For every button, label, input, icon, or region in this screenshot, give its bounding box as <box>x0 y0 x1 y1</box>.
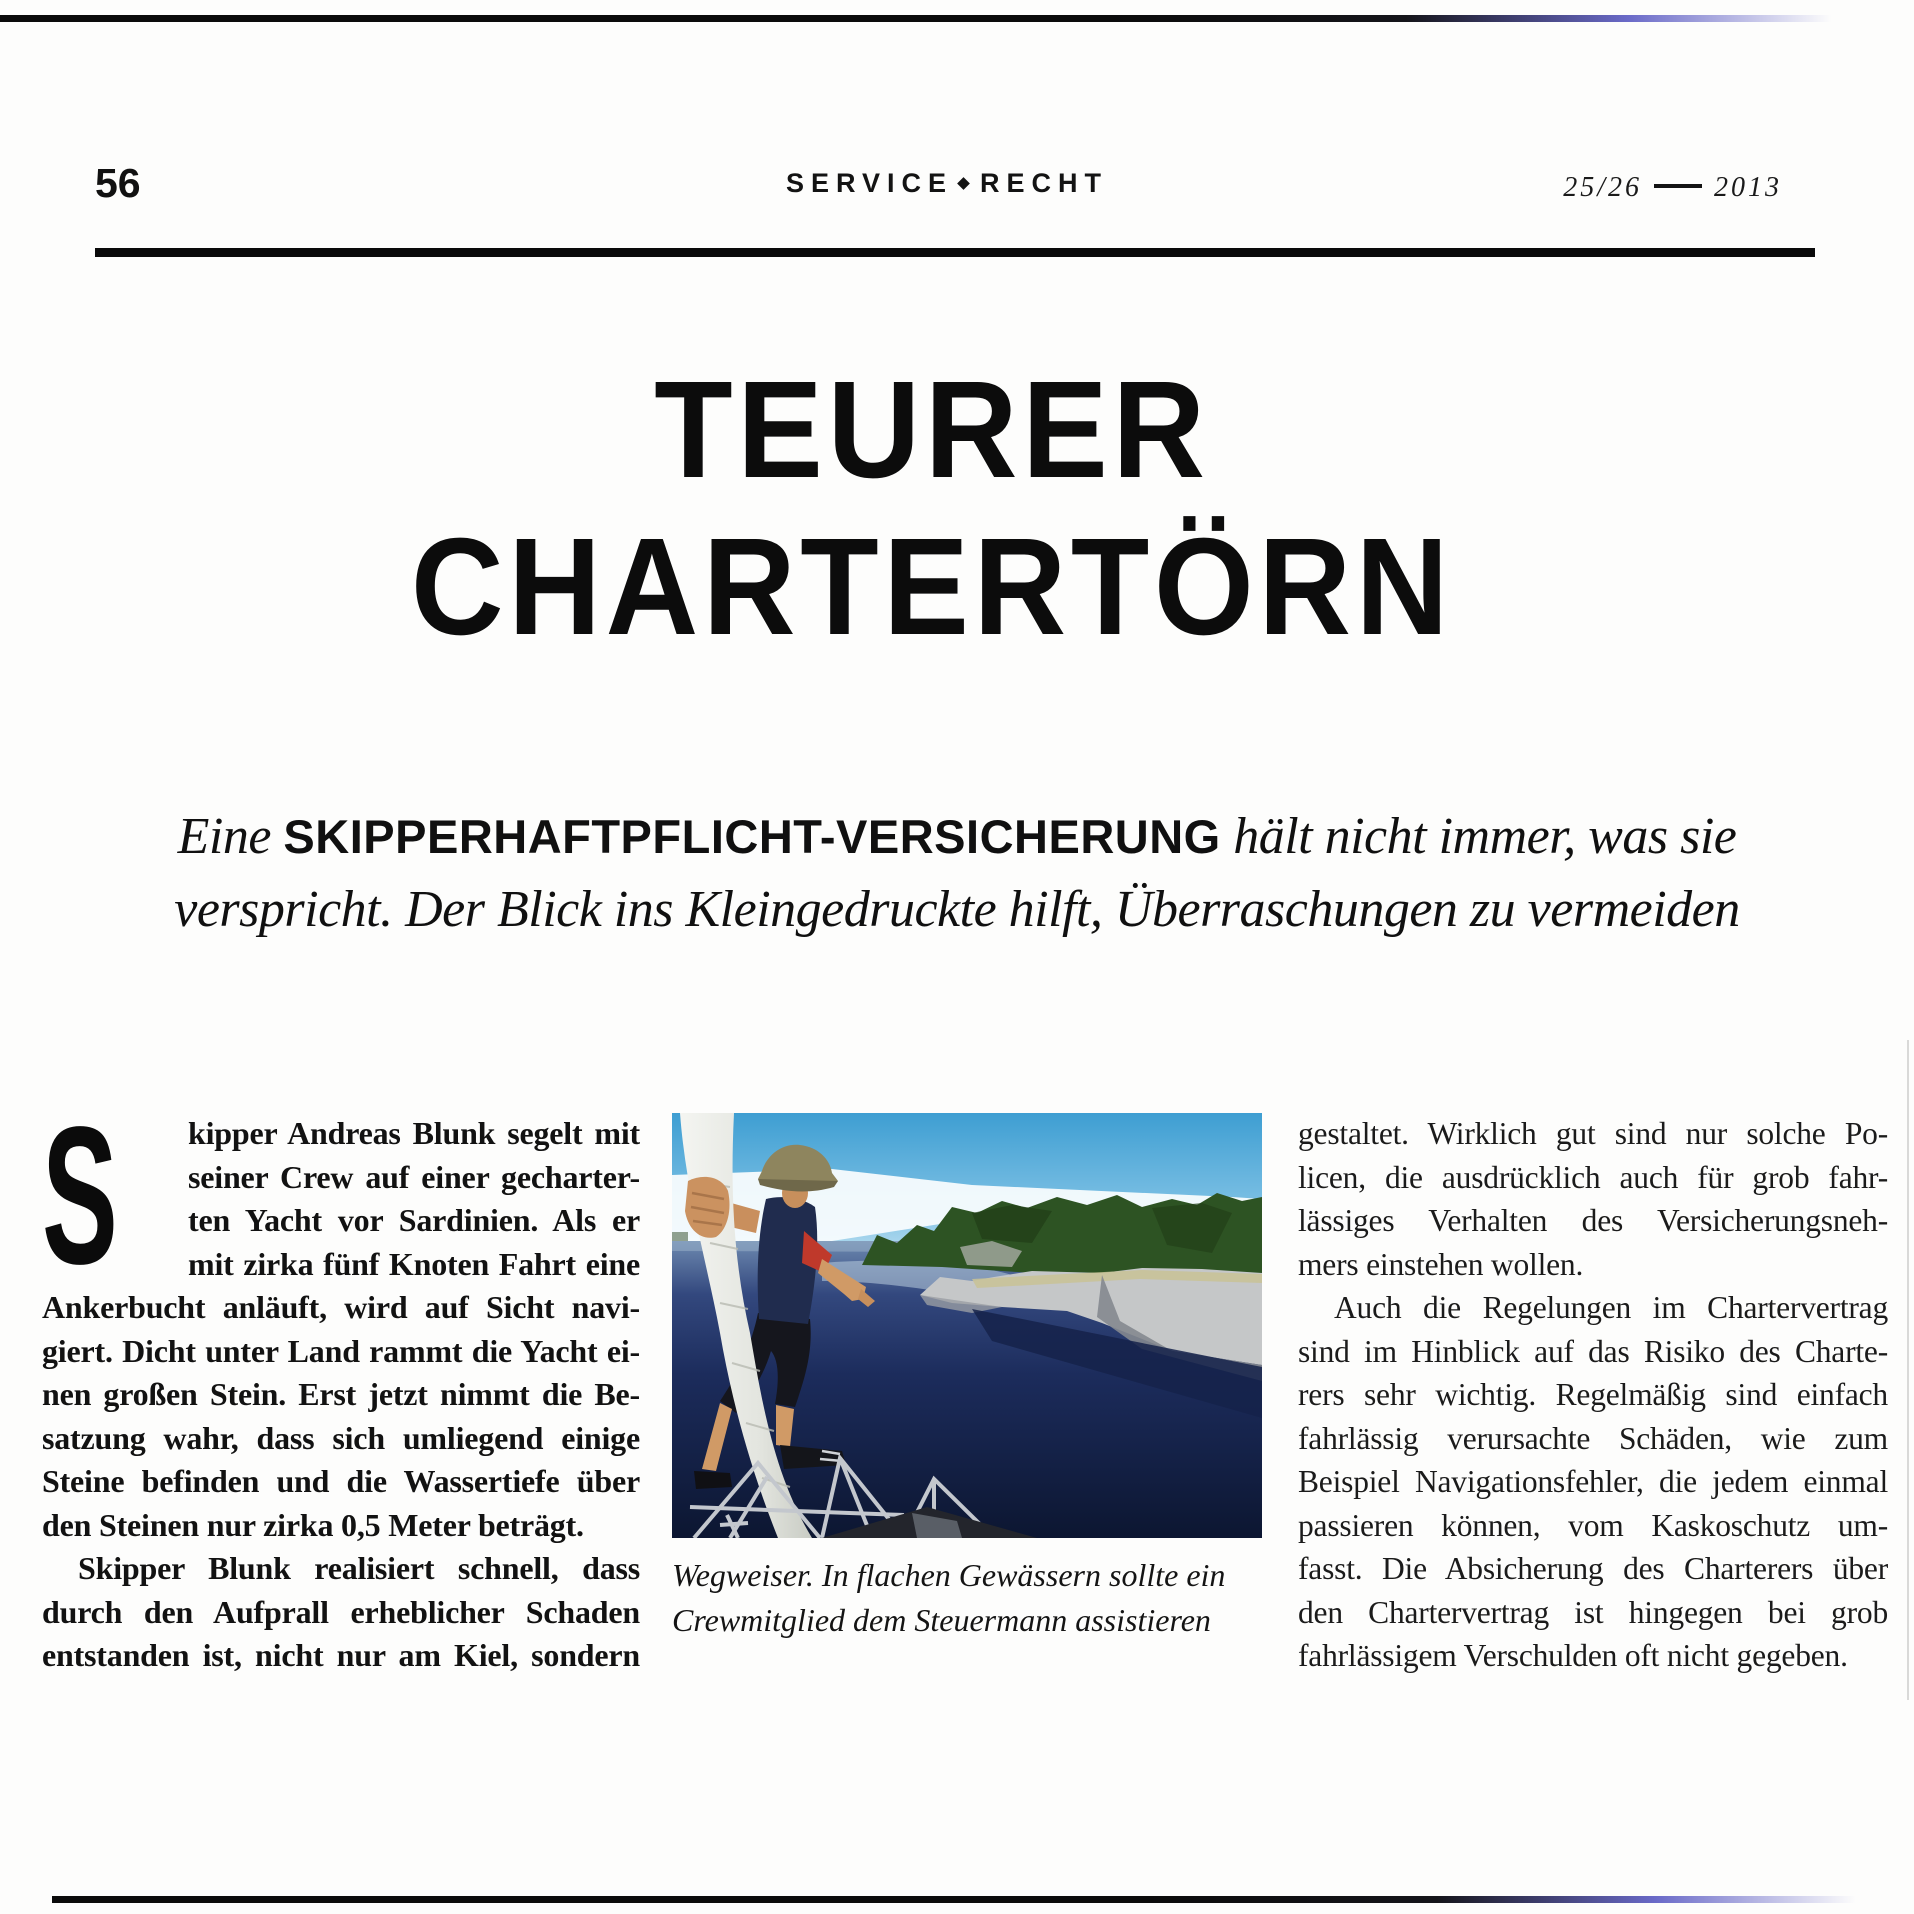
right-column <box>1298 1112 1888 1678</box>
body-text-line: nen großen Stein. Erst jetzt nimmt die Be- <box>42 1376 640 1412</box>
issue-folio <box>1563 172 1782 204</box>
body-text-line: satzung wahr, dass sich umliegend einige <box>42 1419 640 1456</box>
header-rule <box>95 248 1815 257</box>
photo-caption <box>672 1553 1282 1643</box>
body-text-line: ten Yacht vor Sardinien. Als er <box>188 1202 640 1238</box>
left-column <box>42 1086 640 1678</box>
kicker-recht: RECHT <box>980 168 1109 198</box>
body-text-line: lässiges Verhalten des Versicherungsneh- <box>1298 1203 1888 1238</box>
title-line-1: TEURER <box>654 353 1210 507</box>
right-column-text <box>1298 1112 1888 1678</box>
body-text-line: passieren können, vom Kaskoschutz um- <box>1298 1507 1888 1543</box>
body-text-line: Auch die Regelungen im Chartervertrag <box>1334 1290 1888 1325</box>
title-line-2: CHARTERTÖRN <box>410 510 1454 664</box>
standfirst-lead: Eine <box>177 808 284 865</box>
scan-edge-bottom <box>52 1896 1874 1903</box>
body-text-line: licen, die ausdrücklich auch für grob fahr- <box>1298 1159 1888 1195</box>
body-text-line: mit zirka fünf Knoten Fahrt eine <box>188 1245 640 1282</box>
body-text-line: sind im Hinblick auf das Risiko des Charte- <box>1298 1333 1888 1369</box>
body-text-line: Steine befinden und die Wassertiefe über <box>42 1463 640 1499</box>
standfirst-line-2: verspricht. Der Blick ins Kleingedruckte hilft, Überraschungen zu vermeiden <box>174 881 1740 938</box>
scan-edge-right <box>1907 1040 1909 1700</box>
drop-cap: S <box>42 1086 118 1305</box>
standfirst-rest: hält nicht immer, was sie <box>1220 808 1737 865</box>
caption-line: Crewmitglied dem Steuermann assistieren <box>672 1602 1211 1638</box>
body-text-line: den Chartervertrag ist hingegen bei grob <box>1298 1594 1888 1630</box>
body-text-line: Ankerbucht anläuft, wird auf Sicht navi- <box>42 1289 640 1325</box>
diamond-separator-icon <box>957 177 970 190</box>
kicker-service: SERVICE <box>785 168 954 198</box>
caption-line: Wegweiser. In flachen Gewässern sollte ein <box>672 1557 1226 1593</box>
body-text-line: Skipper Blunk realisiert schnell, dass <box>78 1550 640 1586</box>
issue-number: 25/26 <box>1563 172 1642 203</box>
body-text-line: rers sehr wichtig. Regelmäßig sind einfach <box>1298 1377 1888 1412</box>
body-text-line: entstanden ist, nicht nur am Kiel, sondern <box>42 1637 640 1673</box>
scan-edge-top <box>0 15 1850 22</box>
skipper-rear-shoe <box>694 1471 732 1489</box>
body-text-line: fahrlässigem Verschulden oft nicht gegeben. <box>1298 1638 1848 1673</box>
body-text-line: gestaltet. Wirklich gut sind nur solche Po- <box>1298 1116 1888 1151</box>
body-text-line: Beispiel Navigationsfehler, die jedem einmal <box>1298 1464 1888 1499</box>
issue-year: 2013 <box>1714 172 1782 203</box>
body-text-line: fahrlässig verursachte Schäden, wie zum <box>1298 1420 1888 1456</box>
body-text-line: den Steinen nur zirka 0,5 Meter beträgt. <box>42 1506 584 1543</box>
standfirst-emphasis: SKIPPERHAFTPFLICHT-VERSICHERUNG <box>283 810 1221 863</box>
folio-dash-rule <box>1654 184 1702 188</box>
page-number: 56 <box>95 160 141 206</box>
yacht-bow-photo <box>672 1113 1262 1538</box>
body-text-line: mers einstehen wollen. <box>1298 1246 1584 1282</box>
body-text-line: durch den Aufprall erheblicher Schaden <box>42 1593 640 1630</box>
article-title <box>0 352 1864 666</box>
standfirst-line-1 <box>40 800 1874 873</box>
body-text-line: kipper Andreas Blunk segelt mit <box>188 1115 640 1151</box>
body-text-line: seiner Crew auf einer gecharter- <box>188 1158 640 1195</box>
body-text-line: fasst. Die Absicherung des Charterers über <box>1298 1551 1888 1586</box>
body-text-line: giert. Dicht unter Land rammt die Yacht ei- <box>42 1332 640 1369</box>
standfirst <box>40 800 1874 946</box>
